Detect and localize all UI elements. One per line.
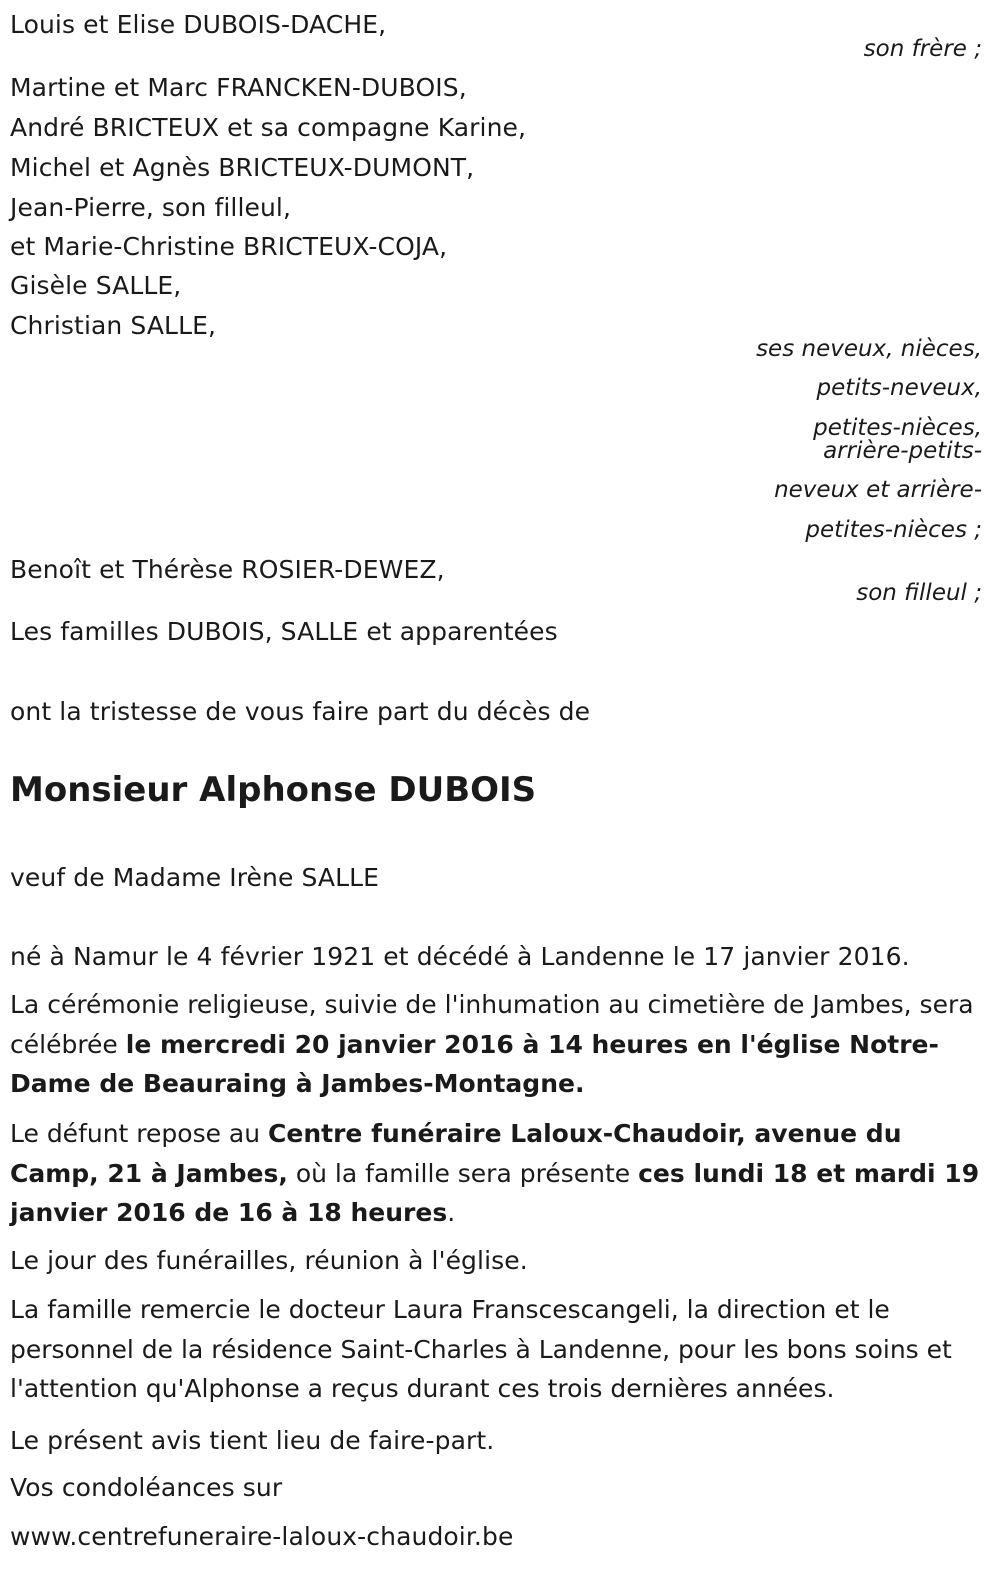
condolences-url[interactable]: www.centrefuneraire-laloux-chaudoir.be xyxy=(10,1522,514,1551)
brother-label: son frère ; xyxy=(863,36,982,62)
godson-label: son filleul ; xyxy=(856,580,982,606)
nephew-line-2: André BRICTEUX et sa compagne Karine, xyxy=(10,113,527,142)
funeral-day-line: Le jour des funérailles, réunion à l'église. xyxy=(10,1246,528,1275)
nephew-line-7: Christian SALLE, xyxy=(10,311,217,340)
nephews-label-5: neveux et arrière- xyxy=(774,477,982,503)
nephews-label-4: arrière-petits- xyxy=(823,438,982,464)
repose-middle: où la famille sera présente xyxy=(287,1158,639,1188)
announcement-line: ont la tristesse de vous faire part du décès de xyxy=(10,697,591,726)
widower-line: veuf de Madame Irène SALLE xyxy=(10,863,380,892)
brother-names: Louis et Elise DUBOIS-DACHE, xyxy=(10,10,387,39)
thanks-paragraph: La famille remercie le docteur Laura Franscescangeli, la direction et le personnel de la résidence Saint-Charles à Landenne, pour les bons soins et l'attention qu'Alphonse a reçus durant ces trois dernières années. xyxy=(10,1295,952,1403)
ceremony-details: le mercredi 20 janvier 2016 à 14 heures en l'église Notre-Dame de Beauraing à Jambes-Montagne. xyxy=(10,1029,939,1098)
repose-place: Centre funéraire Laloux-Chaudoir, avenue du Camp, 21 à Jambes, xyxy=(10,1119,902,1188)
repose-times: ces lundi 18 et mardi 19 janvier 2016 de 16 à 18 heures xyxy=(10,1158,980,1227)
nephew-line-4: Jean-Pierre, son filleul, xyxy=(10,193,292,222)
godson-names: Benoît et Thérèse ROSIER-DEWEZ, xyxy=(10,555,445,584)
notice-line: Le présent avis tient lieu de faire-part. xyxy=(10,1426,495,1455)
condolences-label: Vos condoléances sur xyxy=(10,1473,283,1502)
nephews-label-3: petites-nièces, xyxy=(813,415,982,441)
ceremony-paragraph xyxy=(10,985,985,1104)
nephew-line-5: et Marie-Christine BRICTEUX-COJA, xyxy=(10,232,448,261)
repose-paragraph xyxy=(10,1114,985,1233)
nephew-line-6: Gisèle SALLE, xyxy=(10,271,182,300)
nephew-line-1: Martine et Marc FRANCKEN-DUBOIS, xyxy=(10,73,467,102)
nephew-line-3: Michel et Agnès BRICTEUX-DUMONT, xyxy=(10,153,475,182)
nephews-label-6: petites-nièces ; xyxy=(805,517,982,543)
repose-intro: Le défunt repose au xyxy=(10,1119,269,1148)
ceremony-intro: La cérémonie religieuse, suivie de l'inhumation au cimetière de Jambes, sera célébrée xyxy=(10,990,974,1059)
families-line: Les familles DUBOIS, SALLE et apparentées xyxy=(10,617,558,646)
deceased-name: Monsieur Alphonse DUBOIS xyxy=(10,770,537,810)
birth-death-line: né à Namur le 4 février 1921 et décédé à Landenne le 17 janvier 2016. xyxy=(10,942,910,971)
nephews-label-1: ses neveux, nièces, xyxy=(756,336,982,362)
repose-end: . xyxy=(447,1198,456,1227)
nephews-label-2: petits-neveux, xyxy=(816,375,982,401)
